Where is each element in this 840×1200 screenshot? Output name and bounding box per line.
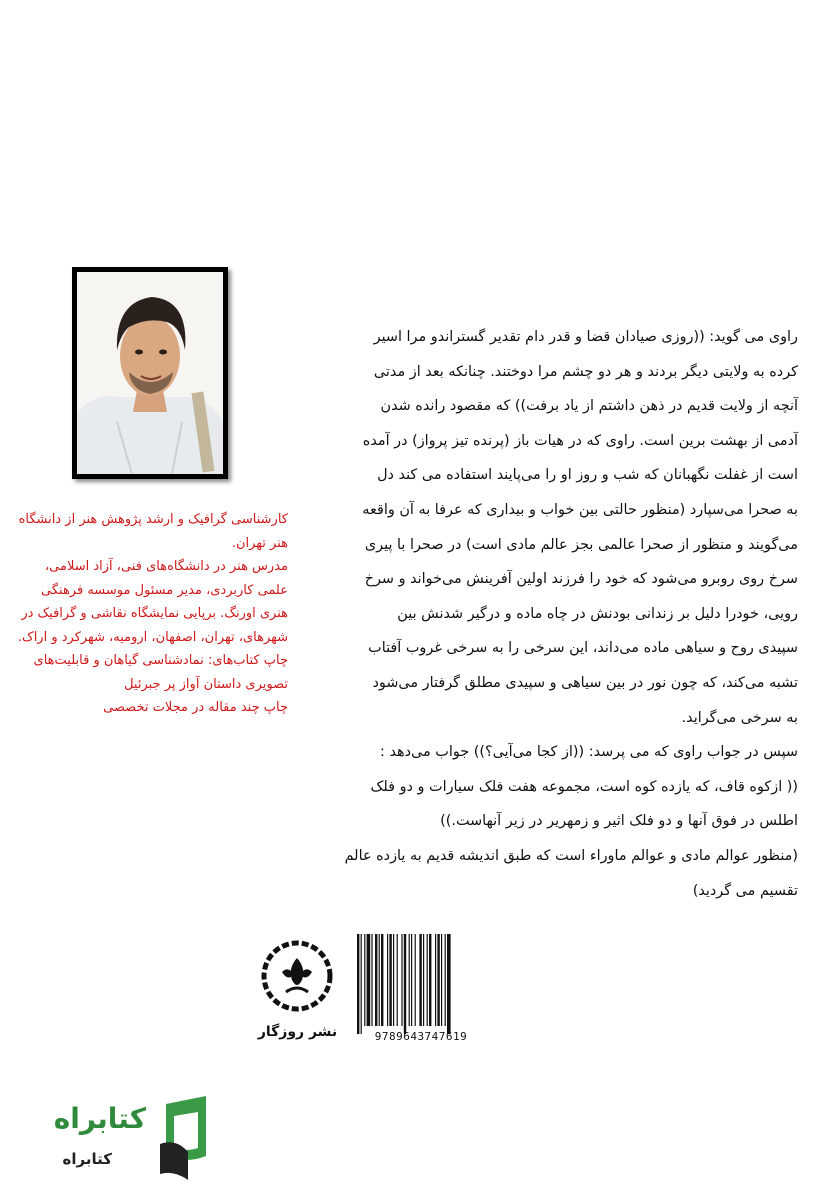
synopsis-line: کرده به ولایتی دیگر بردند و هر دو چشم مرا دوختند. چنانکه بعد از مدتی — [373, 363, 798, 380]
bio-line: چاپ چند مقاله در مجلات تخصصی — [103, 700, 288, 715]
synopsis-line: (منظور عوالم مادی و عوالم ماوراء است که طبق اندیشه قدیم به یازده عالم — [344, 847, 798, 864]
barcode-bar — [387, 934, 388, 1026]
bio-line: تصویری داستان آواز پر جبرئیل — [124, 676, 288, 692]
barcode-bar — [397, 934, 398, 1026]
synopsis-line: تشبه می‌کند، که چون نور در بین سیاهی و سپیدی مطلق گرفتار می‌شود — [372, 674, 798, 691]
barcode-bar — [404, 934, 406, 1034]
barcode-bar — [371, 934, 372, 1026]
bio-line: علمی کاربردی، مدیر مسئول موسسه فرهنگی — [41, 582, 288, 598]
synopsis-line: سرخ روی روبرو می‌شود که خود را فرزند اولین آفرینش می‌خواند و سرخ — [364, 571, 798, 588]
barcode-bar — [447, 934, 451, 1034]
barcode-bar — [423, 934, 424, 1026]
barcode-bar — [435, 934, 436, 1026]
publisher-emblem-icon — [258, 936, 336, 1016]
author-photo — [72, 267, 228, 479]
synopsis-line: سپس در جواب راوی که می پرسد: ((از کجا می‌آیی؟)) جواب می‌دهد : — [380, 744, 798, 761]
synopsis-line: تقسیم می گردید) — [692, 882, 798, 899]
publisher-name: نشر روزگار — [257, 1024, 338, 1040]
synopsis-line: است از غفلت نگهبانان که شب و روز او را می‌پایند استفاده می کند دل — [377, 467, 798, 484]
barcode-bar — [357, 934, 359, 1034]
synopsis-line: رویی، خودرا دلیل بر زندانی بودنش در چاه ماده و درگیر شدنش بین — [397, 605, 798, 622]
synopsis-line: به سرخی می‌گراید. — [681, 709, 798, 726]
author-bio — [17, 508, 288, 720]
portrait-illustration — [77, 272, 223, 474]
synopsis-line: (( ازکوه قاف، که یازده کوه است، مجموعه هفت فلک سیارات و دو فلک — [370, 778, 798, 795]
barcode-bar — [419, 934, 421, 1026]
bio-line: شهرهای، تهران، اصفهان، ارومیه، شهرکرد و اراک. — [17, 629, 288, 645]
barcode-bar — [409, 934, 410, 1026]
barcode-bar — [389, 934, 391, 1026]
barcode-bar — [415, 934, 416, 1026]
bio-line: چاپ کتاب‌های: نمادشناسی گیاهان و قابلیت‌های — [33, 653, 288, 668]
barcode-bar — [375, 934, 377, 1026]
ketabrah-logo-icon — [156, 1094, 216, 1182]
barcode-bar — [411, 934, 412, 1026]
barcode-bar — [367, 934, 371, 1026]
barcode-bar — [427, 934, 428, 1026]
barcode-bar — [379, 934, 380, 1026]
bio-line: مدرس هنر در دانشگاه‌های فنی، آزاد اسلامی، — [44, 559, 288, 574]
barcode-bar — [441, 934, 442, 1026]
synopsis-line: آنچه از ولایت قدیم در ذهن داشتم از یاد برفت)) که مقصود رانده شدن — [380, 398, 798, 415]
barcode-bar — [364, 934, 365, 1026]
bio-line: هنر تهران. — [231, 535, 288, 551]
synopsis-text — [328, 320, 798, 908]
ketabrah-watermark — [36, 1094, 216, 1189]
bio-line: هنری اورنگ. برپایی نمایشگاه نقاشی و گرافیک در — [21, 606, 288, 621]
barcode-bar — [437, 934, 439, 1026]
isbn-number: 9789643747619 — [374, 1030, 468, 1043]
barcode-bar — [445, 934, 446, 1026]
bio-line: کارشناسی گرافیک و ارشد پژوهش هنر از دانشگاه — [18, 512, 288, 527]
synopsis-line: آدمی از بهشت برین است. راوی که در هیات باز (پرنده تیز پرواز) در آمده — [362, 432, 798, 449]
barcode-bar — [361, 934, 362, 1034]
barcode-bar — [381, 934, 383, 1026]
watermark-text-small: کتابراه — [62, 1150, 112, 1168]
synopsis-line: می‌گویند و منظور از صحرا عالمی بجز عالم مادی است) در صحرا با پیری — [364, 536, 798, 553]
author-portrait-image — [77, 272, 223, 474]
watermark-text-large: کتابراه — [53, 1102, 146, 1135]
barcode-bar — [401, 934, 402, 1026]
isbn-barcode — [355, 934, 486, 1044]
barcode-bar — [393, 934, 394, 1026]
synopsis-line: سپیدی روح و سیاهی ماده می‌داند، این سرخی را به سرخی غروب آفتاب — [368, 640, 798, 657]
synopsis-line: به صحرا می‌سپارد (منظور حالتی بین خواب و بیداری که عرفا به آن واقعه — [362, 501, 798, 518]
synopsis-line: راوی می گوید: ((روزی صیادان قضا و قدر دام تقدیر گستراندو مرا اسیر — [373, 329, 798, 345]
synopsis-line: اطلس در فوق آنها و دو فلک اثیر و زمهریر در زیر آنهاست.)) — [440, 813, 798, 830]
barcode-bar — [429, 934, 431, 1026]
